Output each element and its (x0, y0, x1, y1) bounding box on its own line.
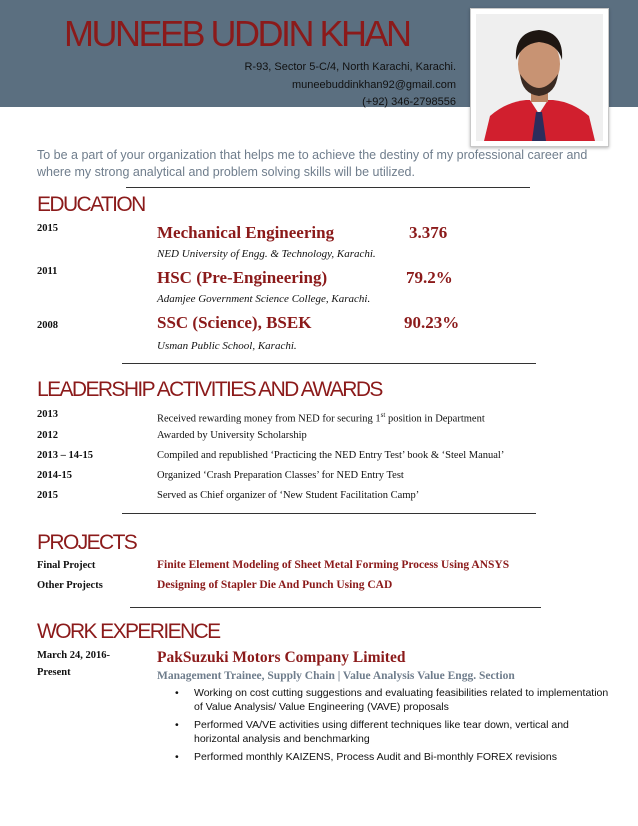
education-year: 2015 (37, 223, 58, 234)
leadership-year: 2013 – 14-15 (37, 450, 93, 461)
work-title: WORK EXPERIENCE (37, 620, 220, 643)
work-bullet: • Performed VA/VE activities using different techniques like tear down, vertical and horizontal analysis and benchmarking (157, 719, 612, 746)
project-title: Finite Element Modeling of Sheet Metal Forming Process Using ANSYS (157, 559, 510, 571)
projects-title: PROJECTS (37, 531, 137, 554)
leadership-desc: Received rewarding money from NED for securing 1st position in Department (157, 411, 485, 425)
project-label: Other Projects (37, 580, 103, 591)
divider (122, 513, 536, 514)
address: R-93, Sector 5-C/4, North Karachi, Karachi. (244, 61, 456, 73)
divider (126, 187, 530, 188)
leadership-desc: Compiled and republished ‘Practicing the NED Entry Test’ book & ‘Steel Manual’ (157, 450, 505, 461)
phone: (+92) 346-2798556 (362, 96, 456, 108)
work-bullet: • Performed monthly KAIZENS, Process Audit and Bi-monthly FOREX revisions (157, 751, 612, 765)
job-role: Management Trainee, Supply Chain | Value Analysis Value Engg. Section (157, 670, 515, 682)
leadership-year: 2013 (37, 409, 58, 420)
education-degree: HSC (Pre-Engineering) (157, 268, 328, 287)
objective-statement: To be a part of your organization that helps me to achieve the destiny of my professional career and where my strong analytical and problem solving skills will be utilized. (37, 148, 588, 179)
leadership-desc: Organized ‘Crash Preparation Classes’ for NED Entry Test (157, 470, 404, 481)
company-name: PakSuzuki Motors Company Limited (157, 649, 406, 666)
divider (122, 363, 536, 364)
education-score: 79.2% (406, 268, 453, 287)
education-score: 3.376 (409, 223, 448, 242)
education-degree: SSC (Science), BSEK (157, 313, 312, 332)
education-year: 2011 (37, 266, 58, 277)
email[interactable]: muneebuddinkhan92@gmail.com (291, 79, 456, 91)
work-bullet: • Working on cost cutting suggestions and evaluating feasibilities related to implementation of Value Analysis/ Value Engineering (VAVE) proposals (157, 687, 612, 714)
candidate-name: MUNEEB UDDIN KHAN (64, 13, 410, 54)
education-year: 2008 (37, 320, 58, 331)
project-title: Designing of Stapler Die And Punch Using CAD (157, 579, 393, 591)
leadership-desc: Awarded by University Scholarship (157, 430, 307, 441)
education-score: 90.23% (404, 313, 460, 332)
leadership-year: 2014-15 (37, 470, 72, 481)
project-label: Final Project (37, 560, 96, 571)
work-date-start: March 24, 2016- (37, 650, 111, 661)
education-institution: Adamjee Government Science College, Karachi. (157, 293, 371, 305)
leadership-year: 2012 (37, 430, 58, 441)
education-institution: Usman Public School, Karachi. (157, 340, 297, 352)
work-date-end: Present (37, 667, 71, 678)
leadership-year: 2015 (37, 490, 58, 501)
education-institution: NED University of Engg. & Technology, Karachi. (157, 248, 376, 260)
work-bullets (157, 687, 612, 770)
leadership-title: LEADERSHIP ACTIVITIES AND AWARDS (37, 378, 382, 401)
profile-photo (470, 8, 609, 147)
education-degree: Mechanical Engineering (157, 223, 335, 242)
divider (130, 607, 541, 608)
leadership-desc: Served as Chief organizer of ‘New Student Facilitation Camp’ (157, 490, 420, 501)
education-title: EDUCATION (37, 193, 145, 216)
profile-photo-icon (476, 14, 603, 141)
